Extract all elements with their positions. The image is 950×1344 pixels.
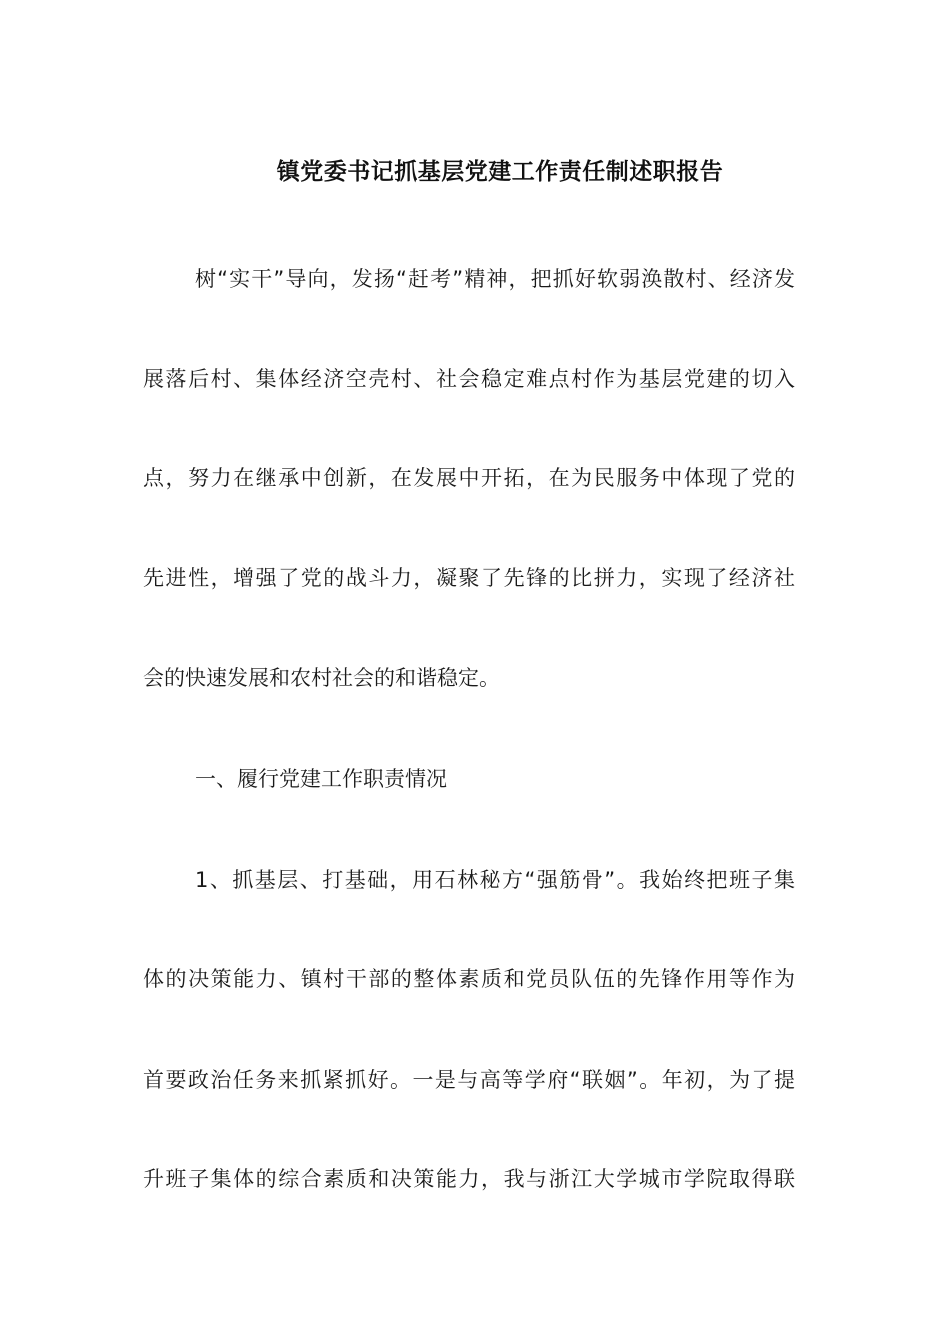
paragraph-line: 体的决策能力、镇村干部的整体素质和党员队伍的先锋作用等作为 xyxy=(143,967,795,991)
paragraph-line: 点，努力在继承中创新，在发展中开拓，在为民服务中体现了党的 xyxy=(143,466,795,490)
paragraph-line: 1、抓基层、打基础，用石林秘方“强筋骨”。我始终把班子集 xyxy=(195,868,795,892)
paragraph-line: 会的快速发展和农村社会的和谐稳定。 xyxy=(143,666,500,690)
paragraph-line: 树“实干”导向，发扬“赶考”精神，把抓好软弱涣散村、经济发 xyxy=(195,267,795,291)
paragraph-line: 升班子集体的综合素质和决策能力，我与浙江大学城市学院取得联 xyxy=(143,1167,795,1191)
document-title: 镇党委书记抓基层党建工作责任制述职报告 xyxy=(276,159,724,185)
paragraph-line: 展落后村、集体经济空壳村、社会稳定难点村作为基层党建的切入 xyxy=(143,367,795,391)
paragraph-line: 先进性，增强了党的战斗力，凝聚了先锋的比拼力，实现了经济社 xyxy=(143,566,795,590)
section-heading: 一、履行党建工作职责情况 xyxy=(195,767,447,791)
paragraph-line: 首要政治任务来抓紧抓好。一是与高等学府“联姻”。年初，为了提 xyxy=(143,1068,795,1092)
